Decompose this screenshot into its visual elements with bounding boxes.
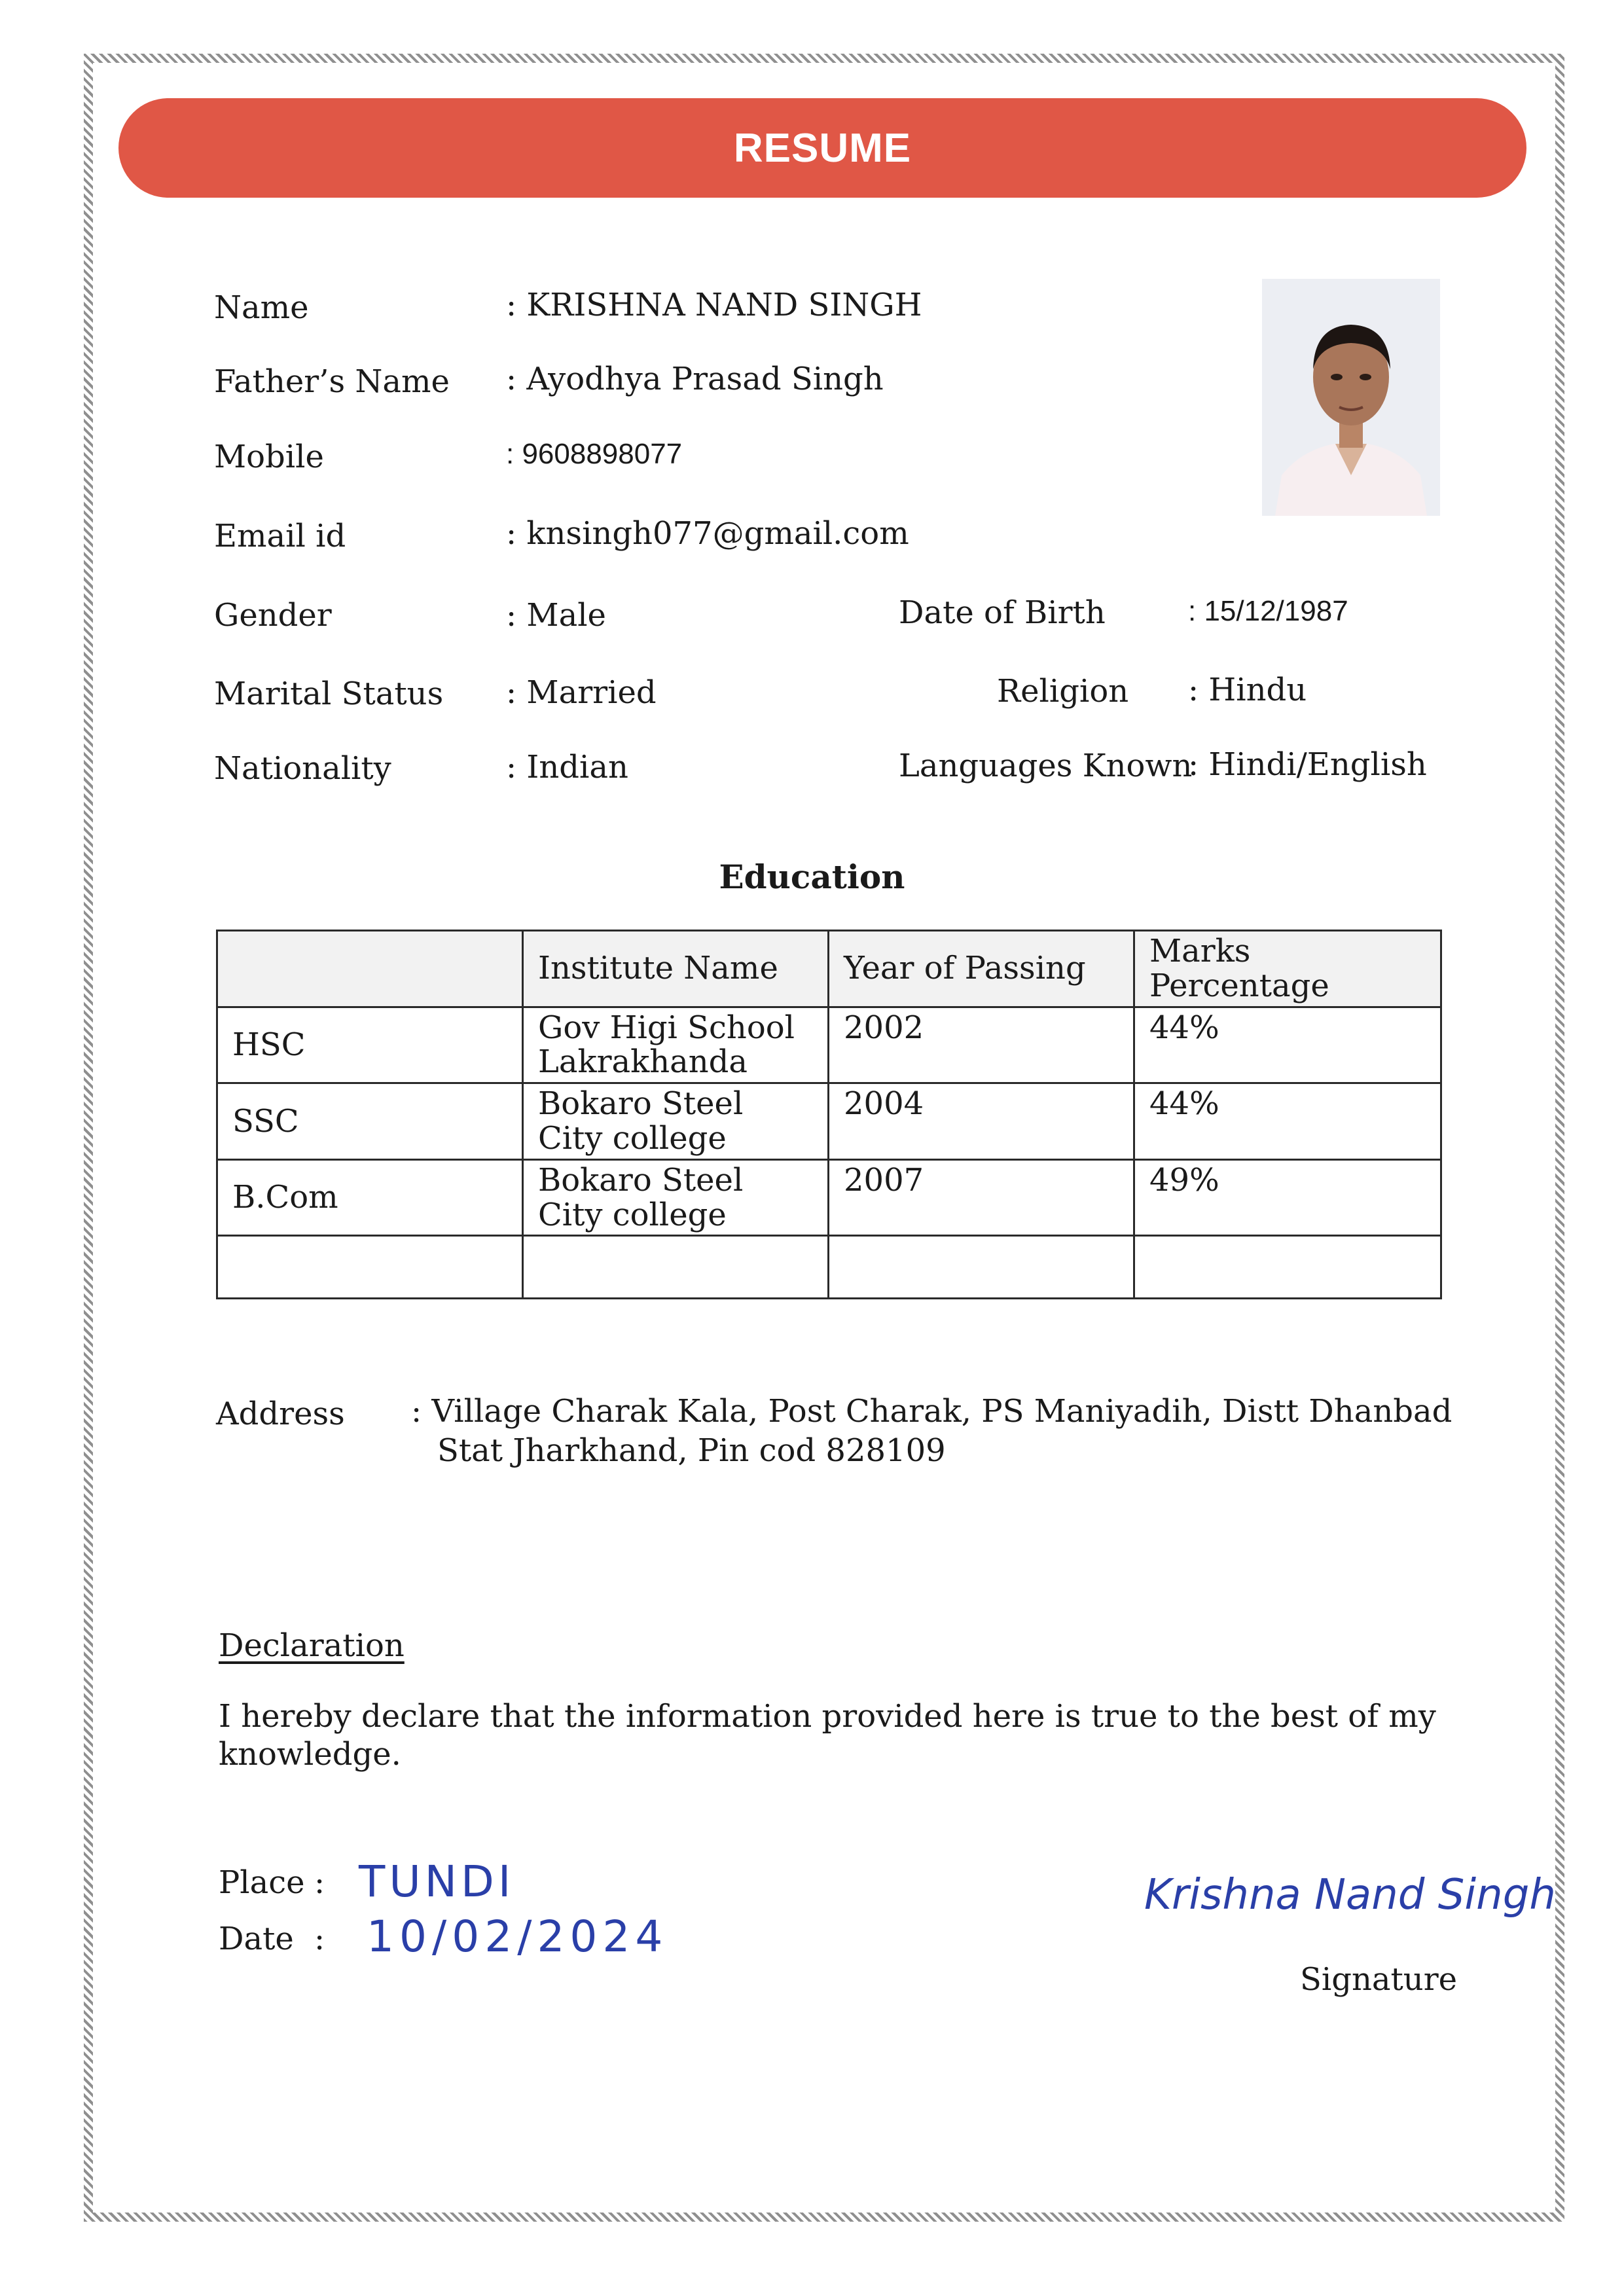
email-label: Email id [214, 518, 346, 554]
declaration-heading: Declaration [219, 1627, 405, 1664]
father-name-value: : Ayodhya Prasad Singh [506, 361, 884, 397]
empty-cell [217, 1236, 523, 1299]
gender-value: : Male [506, 597, 606, 634]
table-row [217, 1007, 1441, 1083]
marital-status-label: Marital Status [214, 676, 444, 712]
title-banner [118, 98, 1526, 198]
table-row [217, 1159, 1441, 1236]
profile-photo [1262, 279, 1440, 516]
dob-value: : 15/12/1987 [1188, 595, 1348, 627]
signature: Krishna Nand Singh [1144, 1871, 1556, 1919]
address-line-2: Stat Jharkhand, Pin cod 828109 [437, 1432, 946, 1469]
gender-label: Gender [214, 597, 332, 634]
column-header: Year of Passing [829, 931, 1134, 1007]
marks-cell: 44% [1134, 1083, 1441, 1160]
column-header: Institute Name [523, 931, 829, 1007]
date-value: 10/02/2024 [367, 1911, 668, 1962]
date-label: Date [219, 1921, 294, 1957]
place-value: TUNDI [359, 1856, 515, 1907]
year-cell: 2002 [829, 1007, 1134, 1083]
table-row-empty [217, 1236, 1441, 1299]
declaration-line-1: I hereby declare that the information provided here is true to the best of my [219, 1698, 1436, 1735]
religion-label: Religion [997, 673, 1129, 710]
father-name-label: Father’s Name [214, 363, 450, 400]
column-header [217, 931, 523, 1007]
institute-cell: Bokaro Steel City college [523, 1159, 829, 1236]
education-heading: Education [719, 858, 905, 896]
marital-status-value: : Married [506, 674, 657, 711]
name-value: : KRISHNA NAND SINGH [506, 287, 922, 323]
address-label: Address [216, 1396, 345, 1432]
mobile-label: Mobile [214, 439, 324, 475]
place-colon: : [314, 1864, 325, 1901]
page-title: RESUME [733, 125, 912, 171]
declaration-line-2: knowledge. [219, 1736, 401, 1773]
religion-value: : Hindu [1188, 672, 1307, 708]
qualification-cell: SSC [217, 1083, 523, 1160]
dob-label: Date of Birth [899, 594, 1106, 631]
marks-cell: 44% [1134, 1007, 1441, 1083]
marks-cell: 49% [1134, 1159, 1441, 1236]
column-header: Marks Percentage [1134, 931, 1441, 1007]
signature-label: Signature [1300, 1961, 1458, 1998]
qualification-cell: B.Com [217, 1159, 523, 1236]
institute-cell: Bokaro Steel City college [523, 1083, 829, 1160]
institute-cell: Gov Higi School Lakrakhanda [523, 1007, 829, 1083]
nationality-value: : Indian [506, 749, 628, 786]
email-value: : knsingh077@gmail.com [506, 515, 909, 552]
empty-cell [523, 1236, 829, 1299]
empty-cell [1134, 1236, 1441, 1299]
education-table [216, 930, 1442, 1299]
place-label: Place [219, 1864, 305, 1901]
empty-cell [829, 1236, 1134, 1299]
year-cell: 2007 [829, 1159, 1134, 1236]
nationality-label: Nationality [214, 750, 391, 787]
name-label: Name [214, 289, 309, 326]
table-header-row [217, 931, 1441, 1007]
mobile-value: : 9608898077 [506, 438, 683, 470]
address-line-1: : Village Charak Kala, Post Charak, PS Maniyadih, Distt Dhanbad [411, 1393, 1453, 1430]
table-row [217, 1083, 1441, 1160]
year-cell: 2004 [829, 1083, 1134, 1160]
qualification-cell: HSC [217, 1007, 523, 1083]
languages-value: : Hindi/English [1188, 746, 1427, 783]
date-colon: : [314, 1921, 325, 1957]
languages-label: Languages Known [899, 748, 1193, 784]
